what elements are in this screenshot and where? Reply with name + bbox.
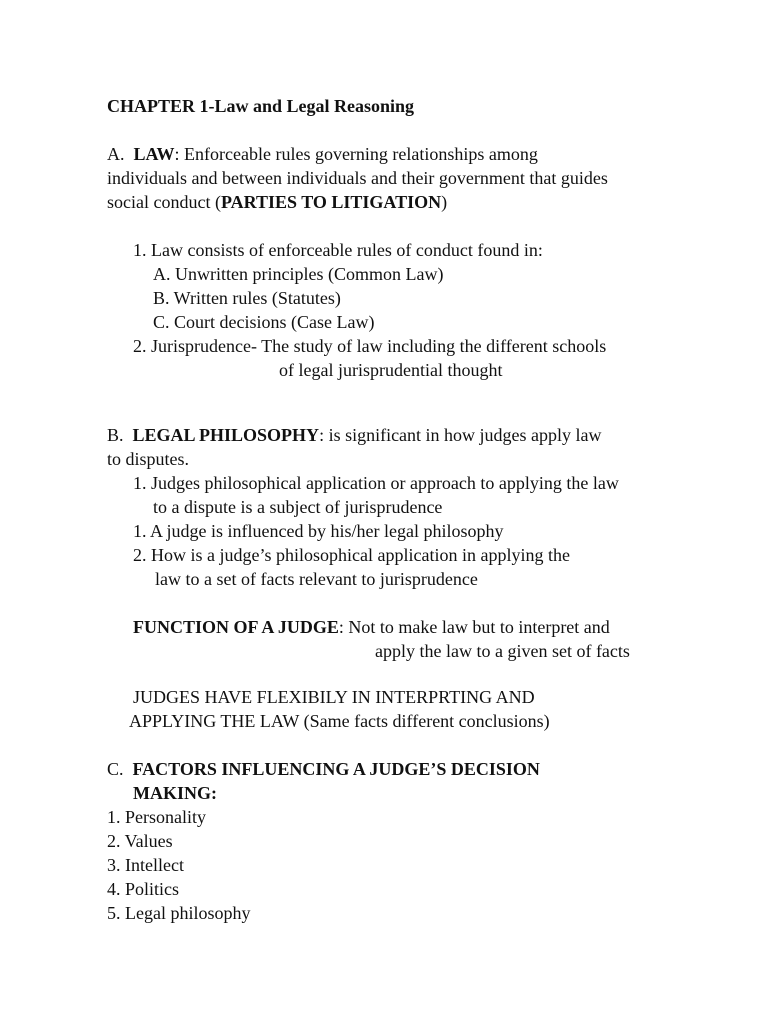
factor-list-item: 3. Intellect: [107, 855, 184, 875]
parties-to-litigation: PARTIES TO LITIGATION: [220, 192, 442, 212]
factor-list-item: 1. Personality: [107, 807, 206, 827]
sub-item: A. Unwritten principles (Common Law): [153, 264, 444, 284]
factor-list-item: 4. Politics: [107, 879, 180, 899]
chapter-title: CHAPTER 1-Law and Legal Reasoning: [107, 96, 415, 116]
factor-list-item: 5. Legal philosophy: [107, 903, 251, 923]
term-law: LAW: [133, 144, 175, 164]
section-b-definition-line: to disputes.: [107, 449, 190, 469]
flexibility-statement-continued: APPLYING THE LAW (Same facts different conclusions): [129, 711, 550, 731]
term-legal-philosophy: LEGAL PHILOSOPHY: [132, 425, 320, 445]
function-term: FUNCTION OF A JUDGE: [133, 617, 339, 637]
factor-list-item: 2. Values: [107, 831, 173, 851]
function-of-a-judge: FUNCTION OF A JUDGE: Not to make law but to interpret and: [133, 617, 610, 637]
function-of-a-judge-continued: apply the law to a given set of facts: [375, 641, 630, 661]
section-b-item-2: 1. A judge is influenced by his/her legal philosophy: [133, 521, 504, 541]
section-b-heading: B. LEGAL PHILOSOPHY: is significant in how judges apply law: [107, 425, 602, 445]
section-a-item-1: 1. Law consists of enforceable rules of conduct found in:: [133, 240, 543, 260]
sub-item: C. Court decisions (Case Law): [153, 312, 375, 332]
section-a-definition-line: individuals and between individuals and their government that guides: [107, 168, 608, 188]
section-b-item-1: 1. Judges philosophical application or approach to applying the law: [133, 473, 619, 493]
section-a-definition-line: social conduct (PARTIES TO LITIGATION): [107, 192, 448, 212]
section-b-item-1-continued: to a dispute is a subject of jurisprudence: [153, 497, 443, 517]
section-b-item-3: 2. How is a judge’s philosophical application in applying the: [133, 545, 570, 565]
section-a-item-2-continued: of legal jurisprudential thought: [279, 360, 503, 380]
flexibility-statement: JUDGES HAVE FLEXIBILY IN INTERPRTING AND: [133, 687, 535, 707]
factors-heading: FACTORS INFLUENCING A JUDGE’S DECISION: [132, 759, 540, 779]
sub-item: B. Written rules (Statutes): [153, 288, 341, 308]
section-c-heading-continued: MAKING:: [133, 783, 217, 803]
section-a-heading: A. LAW: Enforceable rules governing relationships among: [107, 144, 538, 164]
section-a-item-2: 2. Jurisprudence- The study of law including the different schools: [133, 336, 607, 356]
section-b-item-3-continued: law to a set of facts relevant to jurisprudence: [155, 569, 478, 589]
section-c-heading: C. FACTORS INFLUENCING A JUDGE’S DECISION: [107, 759, 540, 779]
